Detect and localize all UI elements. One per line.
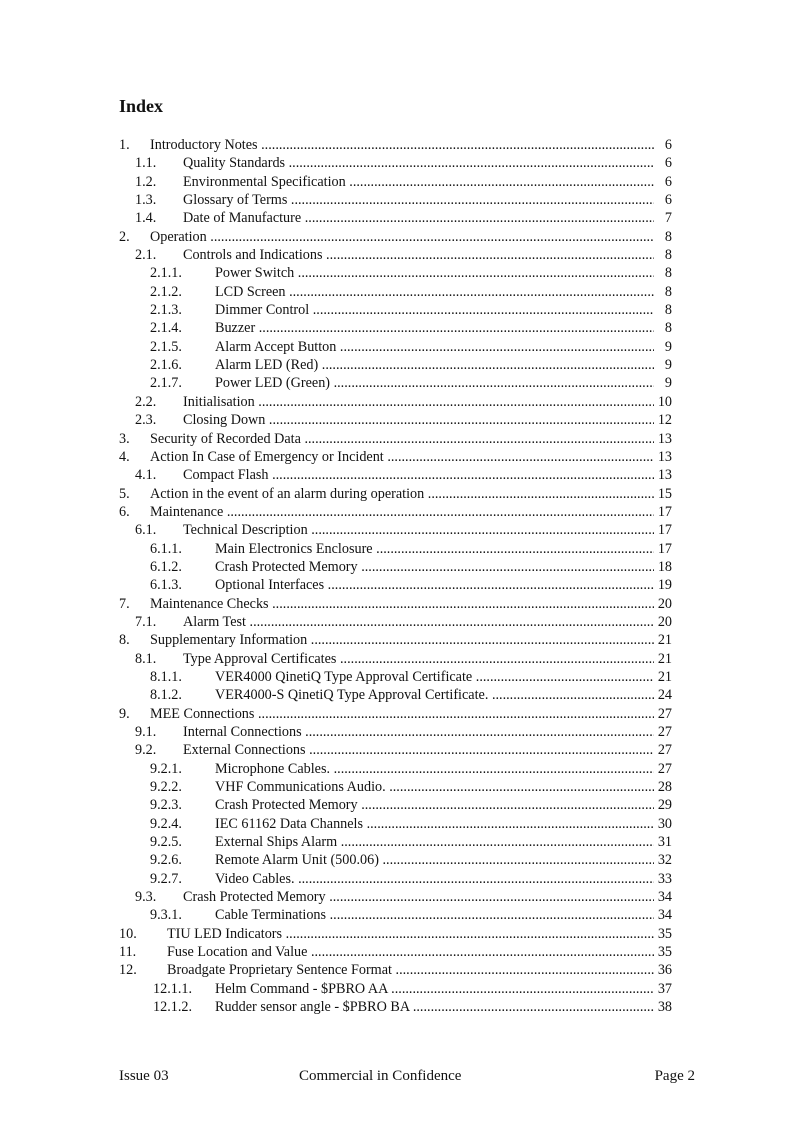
toc-entry[interactable] <box>119 796 672 814</box>
toc-entry-page: 20 <box>654 595 672 613</box>
toc-entry-page: 27 <box>654 741 672 759</box>
toc-entry-number: 1.3. <box>135 192 157 209</box>
toc-entry[interactable] <box>119 466 672 484</box>
toc-entry[interactable] <box>119 576 672 594</box>
toc-entry-number: 6. <box>119 503 130 520</box>
toc-entry-number: 2.1.5. <box>150 338 182 355</box>
toc-entry-number: 6.1.3. <box>150 577 182 594</box>
toc-entry-title: Main Electronics Enclosure ..... <box>215 540 654 558</box>
toc-entry-page: 37 <box>654 980 672 998</box>
toc-entry[interactable] <box>119 264 672 282</box>
toc-entry[interactable] <box>119 723 672 741</box>
toc-entry-page: 35 <box>654 943 672 961</box>
toc-entry-page: 8 <box>654 246 672 264</box>
toc-entry[interactable] <box>119 833 672 851</box>
footer-page-number: Page 2 <box>654 1068 695 1084</box>
toc-entry-number: 10. <box>119 925 137 942</box>
toc-entry[interactable] <box>119 888 672 906</box>
toc-entry-number: 7.1. <box>135 613 157 630</box>
toc-entry-title: Date of Manufacture ..... <box>183 209 654 227</box>
toc-entry-page: 8 <box>654 264 672 282</box>
toc-entry[interactable] <box>119 301 672 319</box>
toc-entry-title: Initialisation ..... <box>183 393 654 411</box>
toc-entry-page: 13 <box>654 466 672 484</box>
toc-entry-page: 10 <box>654 393 672 411</box>
toc-entry-number: 2.1.3. <box>150 302 182 319</box>
toc-entry-title: Compact Flash ..... <box>183 466 654 484</box>
toc-entry[interactable] <box>119 503 672 521</box>
toc-entry-title: Technical Description ..... <box>183 521 654 539</box>
toc-entry-title: Power Switch ..... <box>215 264 654 282</box>
toc-entry-page: 38 <box>654 998 672 1016</box>
toc-entry-title: Microphone Cables. ..... <box>215 760 654 778</box>
toc-entry-number: 6.1. <box>135 522 157 539</box>
toc-entry-title: Introductory Notes ..... <box>150 136 654 154</box>
toc-entry-title: Action in the event of an alarm during operation ..... <box>150 485 654 503</box>
toc-entry-title: External Ships Alarm ..... <box>215 833 654 851</box>
toc-entry-title: Quality Standards ..... <box>183 154 654 172</box>
toc-entry[interactable] <box>119 374 672 392</box>
toc-entry-page: 6 <box>654 154 672 172</box>
toc-entry-page: 21 <box>654 650 672 668</box>
toc-entry-number: 9.2.7. <box>150 870 182 887</box>
toc-entry[interactable] <box>119 411 672 429</box>
toc-entry[interactable] <box>119 191 672 209</box>
page-footer <box>119 1066 695 1086</box>
toc-entry[interactable] <box>119 558 672 576</box>
toc-entry-title: Alarm Accept Button ..... <box>215 338 654 356</box>
toc-entry-title: Power LED (Green) ..... <box>215 374 654 392</box>
toc-entry-page: 8 <box>654 301 672 319</box>
toc-entry[interactable] <box>119 521 672 539</box>
toc-entry[interactable] <box>119 851 672 869</box>
toc-entry[interactable] <box>119 998 672 1016</box>
toc-entry-title: Operation ..... <box>150 228 654 246</box>
toc-entry-title: Supplementary Information ..... <box>150 631 654 649</box>
toc-entry-number: 1.4. <box>135 210 157 227</box>
toc-entry-title: Fuse Location and Value ..... <box>167 943 654 961</box>
toc-entry-number: 8.1.2. <box>150 687 182 704</box>
toc-entry-number: 2.3. <box>135 412 157 429</box>
toc-entry-number: 2.1.6. <box>150 357 182 374</box>
toc-entry[interactable] <box>119 613 672 631</box>
toc-entry-page: 27 <box>654 760 672 778</box>
toc-entry[interactable] <box>119 870 672 888</box>
toc-entry-title: Video Cables. ..... <box>215 870 654 888</box>
toc-entry-number: 5. <box>119 485 130 502</box>
toc-entry-page: 21 <box>654 668 672 686</box>
toc-entry-number: 6.1.1. <box>150 540 182 557</box>
toc-entry[interactable] <box>119 356 672 374</box>
toc-entry-page: 35 <box>654 925 672 943</box>
toc-entry-page: 21 <box>654 631 672 649</box>
toc-entry-title: Alarm Test ..... <box>183 613 654 631</box>
toc-entry[interactable] <box>119 595 672 613</box>
toc-entry-title: Type Approval Certificates ..... <box>183 650 654 668</box>
toc-entry[interactable] <box>119 686 672 704</box>
toc-entry-number: 2.1.4. <box>150 320 182 337</box>
toc-entry-title: Crash Protected Memory ..... <box>183 888 654 906</box>
toc-entry[interactable] <box>119 540 672 558</box>
toc-entry-page: 27 <box>654 723 672 741</box>
toc-entry-page: 32 <box>654 851 672 869</box>
toc-entry-page: 13 <box>654 430 672 448</box>
toc-entry-title: Crash Protected Memory ..... <box>215 796 654 814</box>
toc-entry[interactable] <box>119 319 672 337</box>
toc-entry-number: 4. <box>119 448 130 465</box>
toc-entry-title: VER4000-S QinetiQ Type Approval Certificate. ..... <box>215 686 654 704</box>
toc-entry-page: 19 <box>654 576 672 594</box>
toc-entry-number: 4.1. <box>135 467 157 484</box>
toc-entry[interactable] <box>119 228 672 246</box>
toc-entry-number: 2.1.2. <box>150 283 182 300</box>
toc-entry-number: 9.2. <box>135 742 157 759</box>
toc-entry-number: 9.3. <box>135 889 157 906</box>
toc-entry[interactable] <box>119 668 672 686</box>
toc-entry-page: 6 <box>654 191 672 209</box>
toc-entry[interactable] <box>119 815 672 833</box>
toc-entry-title: Dimmer Control ..... <box>215 301 654 319</box>
toc-entry[interactable] <box>119 943 672 961</box>
toc-entry-title: TIU LED Indicators ..... <box>167 925 654 943</box>
toc-entry-page: 13 <box>654 448 672 466</box>
toc-entry-page: 29 <box>654 796 672 814</box>
toc-entry-number: 9.1. <box>135 724 157 740</box>
toc-entry-number: 9. <box>119 705 130 722</box>
toc-entry-title: Maintenance Checks ..... <box>150 595 654 613</box>
toc-entry-page: 8 <box>654 319 672 337</box>
toc-entry-number: 9.2.4. <box>150 815 182 832</box>
toc-entry-number: 11. <box>119 944 137 961</box>
toc-entry-number: 9.2.1. <box>150 760 182 777</box>
toc-entry[interactable] <box>119 650 672 668</box>
toc-entry[interactable] <box>119 246 672 264</box>
toc-entry-page: 24 <box>654 686 672 704</box>
toc-entry-page: 17 <box>654 540 672 558</box>
toc-entry-title: Controls and Indications ..... <box>183 246 654 264</box>
toc-entry-title: Crash Protected Memory ..... <box>215 558 654 576</box>
toc-entry-number: 6.1.2. <box>150 558 182 575</box>
toc-entry-number: 9.2.5. <box>150 834 182 851</box>
toc-entry-page: 7 <box>654 209 672 227</box>
toc-entry-page: 9 <box>654 338 672 356</box>
toc-entry-page: 8 <box>654 283 672 301</box>
toc-entry-page: 36 <box>654 961 672 979</box>
toc-entry-title: Action In Case of Emergency or Incident ..... <box>150 448 654 466</box>
toc-entry[interactable] <box>119 338 672 356</box>
toc-entry[interactable] <box>119 961 672 979</box>
toc-entry-number: 8.1.1. <box>150 668 182 685</box>
toc-entry-number: 8.1. <box>135 650 157 667</box>
toc-entry-title: Broadgate Proprietary Sentence Format ..... <box>167 961 654 979</box>
toc-entry-number: 2.1.1. <box>150 265 182 282</box>
toc-entry-page: 15 <box>654 485 672 503</box>
table-of-contents <box>119 136 672 1017</box>
toc-entry[interactable] <box>119 136 672 154</box>
toc-entry-page: 28 <box>654 778 672 796</box>
toc-entry-title: Maintenance ..... <box>150 503 654 521</box>
toc-entry-title: IEC 61162 Data Channels ..... <box>215 815 654 833</box>
toc-entry-title: VHF Communications Audio. ..... <box>215 778 654 796</box>
toc-entry[interactable] <box>119 209 672 227</box>
toc-entry[interactable] <box>119 760 672 778</box>
toc-entry[interactable] <box>119 448 672 466</box>
toc-entry-page: 12 <box>654 411 672 429</box>
toc-entry-number: 2.1. <box>135 247 157 264</box>
toc-entry-title: Closing Down ..... <box>183 411 654 429</box>
toc-entry-title: Glossary of Terms ..... <box>183 191 654 209</box>
toc-entry-page: 20 <box>654 613 672 631</box>
toc-entry[interactable] <box>119 485 672 503</box>
footer-issue: Issue 03 <box>119 1068 169 1084</box>
toc-entry[interactable] <box>119 705 672 723</box>
toc-entry-title: VER4000 QinetiQ Type Approval Certificate ..... <box>215 668 654 686</box>
toc-entry-number: 3. <box>119 430 130 447</box>
index-heading: Index <box>119 96 164 116</box>
toc-entry-title: External Connections ..... <box>183 741 654 759</box>
toc-entry[interactable] <box>119 430 672 448</box>
toc-entry-title: Alarm LED (Red) ..... <box>215 356 654 374</box>
toc-entry-number: 9.3.1. <box>150 907 182 924</box>
toc-entry-page: 9 <box>654 356 672 374</box>
toc-entry[interactable] <box>119 631 672 649</box>
toc-entry-page: 27 <box>654 705 672 723</box>
toc-entry-page: 33 <box>654 870 672 888</box>
toc-entry[interactable] <box>119 925 672 943</box>
toc-entry[interactable] <box>119 283 672 301</box>
toc-entry-number: 1.1. <box>135 155 157 172</box>
toc-entry-page: 8 <box>654 228 672 246</box>
toc-entry-number: 8. <box>119 632 130 649</box>
toc-entry-number: 2.1.7. <box>150 375 182 392</box>
toc-entry-title: Buzzer ..... <box>215 319 654 337</box>
toc-entry-number: 12.1.1. <box>153 980 193 997</box>
toc-entry-number: 12. <box>119 962 137 979</box>
toc-entry-number: 2.2. <box>135 393 157 410</box>
toc-entry-number: 1.2. <box>135 173 157 190</box>
toc-entry-number: 2. <box>119 228 130 245</box>
toc-entry[interactable] <box>119 173 672 191</box>
toc-entry-page: 31 <box>654 833 672 851</box>
toc-entry-number: 1. <box>119 137 130 153</box>
toc-entry-title: Security of Recorded Data ..... <box>150 430 654 448</box>
toc-entry-page: 18 <box>654 558 672 576</box>
toc-entry-title: LCD Screen ..... <box>215 283 654 301</box>
toc-entry[interactable] <box>119 980 672 998</box>
toc-entry-number: 12.1.2. <box>153 999 193 1016</box>
toc-entry-title: Internal Connections ..... <box>183 723 654 741</box>
toc-entry-number: 9.2.6. <box>150 852 182 869</box>
toc-entry[interactable] <box>119 906 672 924</box>
toc-entry-number: 7. <box>119 595 130 612</box>
toc-entry-title: Environmental Specification ..... <box>183 173 654 191</box>
toc-entry-title: MEE Connections ..... <box>150 705 654 723</box>
toc-entry-title: Helm Command - $PBRO AA ..... <box>215 980 654 998</box>
toc-entry-title: Rudder sensor angle - $PBRO BA ..... <box>215 998 654 1016</box>
toc-entry-title: Cable Terminations ..... <box>215 906 654 924</box>
toc-entry-page: 34 <box>654 888 672 906</box>
toc-entry[interactable] <box>119 154 672 172</box>
toc-entry[interactable] <box>119 741 672 759</box>
toc-entry-page: 17 <box>654 503 672 521</box>
footer-classification: Commercial in Confidence <box>299 1068 462 1084</box>
toc-entry-page: 6 <box>654 136 672 154</box>
toc-entry-title: Remote Alarm Unit (500.06) ..... <box>215 851 654 869</box>
toc-entry[interactable] <box>119 778 672 796</box>
toc-entry[interactable] <box>119 393 672 411</box>
toc-entry-page: 9 <box>654 374 672 392</box>
toc-entry-page: 6 <box>654 173 672 191</box>
toc-entry-page: 30 <box>654 815 672 833</box>
toc-entry-number: 9.2.3. <box>150 797 182 814</box>
toc-entry-number: 9.2.2. <box>150 779 182 796</box>
toc-entry-title: Optional Interfaces ..... <box>215 576 654 594</box>
toc-entry-page: 17 <box>654 521 672 539</box>
toc-entry-page: 34 <box>654 906 672 924</box>
